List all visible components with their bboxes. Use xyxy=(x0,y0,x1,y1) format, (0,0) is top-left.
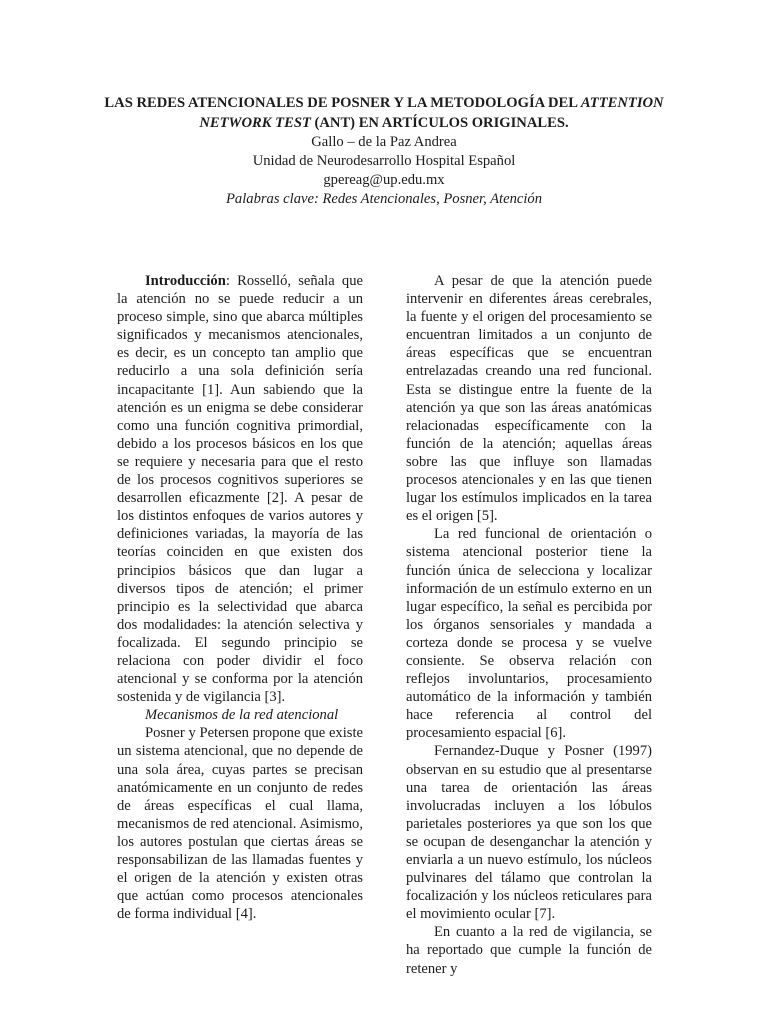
intro-text: : Rosselló, señala que la atención no se puede reducir a un proceso simple, sino que abarca múltiples significados y mecanismos atencionales, es decir, es un concepto tan amplio que reducirlo a una sola definición sería incapacitante [1]. Aun sabiendo que la atención es un enigma se debe considerar como una función cognitiva primordial, debido a los procesos básicos en los que se requiere y necesaria para que el resto de los procesos cognitivos superiores se desarrollen eficazmente [2]. A pesar de los distintos enfoques de varios autores y definiciones variadas, la mayoría de las teorías coinciden en que existen dos principios básicos que dan lugar a diversos tipos de atención; el primer principio es la selectividad que abarca dos modalidades: la atención selectiva y focalizada. El segundo principio se relaciona con poder dividir el foco atencional y se conforma por la atención sostenida y de vigilancia [3]. xyxy=(117,273,363,706)
right-paragraph-1: A pesar de que la atención puede intervenir en diferentes áreas cerebrales, la fuente y el origen del procesamiento se encuentran limitados a un conjunto de áreas específicas que se encuentran entrelazadas creando una red funcional. Esta se distingue entre la fuente de la atención ya que son las áreas anatómicas relacionadas específicamente con la función de la atención; aquellas áreas sobre las que influye son llamadas procesos atencionales y en las que tienen lugar los estímulos implicados en la tarea es el origen [5]. xyxy=(406,273,652,525)
article-header xyxy=(70,93,698,209)
left-column xyxy=(117,272,363,923)
title-text-part1: LAS REDES ATENCIONALES DE POSNER Y LA METODOLOGÍA DEL xyxy=(104,95,581,111)
right-paragraph-2: La red funcional de orientación o sistema atencional posterior tiene la función única de selecciona y localizar información de un estímulo externo en un lugar específico, la señal es percibida por los órganos sensoriales y mandada a corteza donde se procesa y se vuelve consiente. Se observa relación con reflejos involuntarios, procesamiento automático de la información y también hace referencia al control del procesamiento espacial [6]. xyxy=(406,526,652,742)
right-paragraph-4: En cuanto a la red de vigilancia, se ha reportado que cumple la función de retener y xyxy=(406,924,652,977)
keywords-line: Palabras clave: Redes Atencionales, Posner, Atención xyxy=(226,191,542,207)
affiliation-line: Unidad de Neurodesarrollo Hospital Español xyxy=(252,153,516,169)
article-title xyxy=(70,93,698,133)
email-line: gpereag@up.edu.mx xyxy=(323,172,445,188)
right-column xyxy=(406,272,652,978)
section-subheading: Mecanismos de la red atencional xyxy=(145,707,339,724)
author-line: Gallo – de la Paz Andrea xyxy=(311,134,457,150)
intro-lead: Introducción xyxy=(145,273,226,289)
intro-paragraph xyxy=(117,272,363,706)
left-paragraph-2: Posner y Petersen propone que existe un sistema atencional, que no depende de una sola área, cuyas partes se precisan anatómicamente en un conjunto de redes de áreas específicas el cual llama, mecanismos de red atencional. Asimismo, los autores postulan que ciertas áreas se responsabilizan de las llamadas fuentes y el origen de la atención y existen otras que actúan como procesos atencionales de forma individual [4]. xyxy=(117,725,363,923)
title-text-part2: (ANT) EN ARTÍCULOS ORIGINALES. xyxy=(310,115,569,131)
right-paragraph-3: Fernandez-Duque y Posner (1997) observan en su estudio que al presentarse una tarea de orientación las áreas involucradas incluyen a los lóbulos parietales posteriores ya que son los que se ocupan de desenganchar la atención y enviarla a un nuevo estímulo, los núcleos pulvinares del tálamo que controlan la focalización y los núcleos reticulares para el movimiento ocular [7]. xyxy=(406,743,652,923)
title-italic-text: ATTENTION NETWORK TEST xyxy=(199,95,664,131)
